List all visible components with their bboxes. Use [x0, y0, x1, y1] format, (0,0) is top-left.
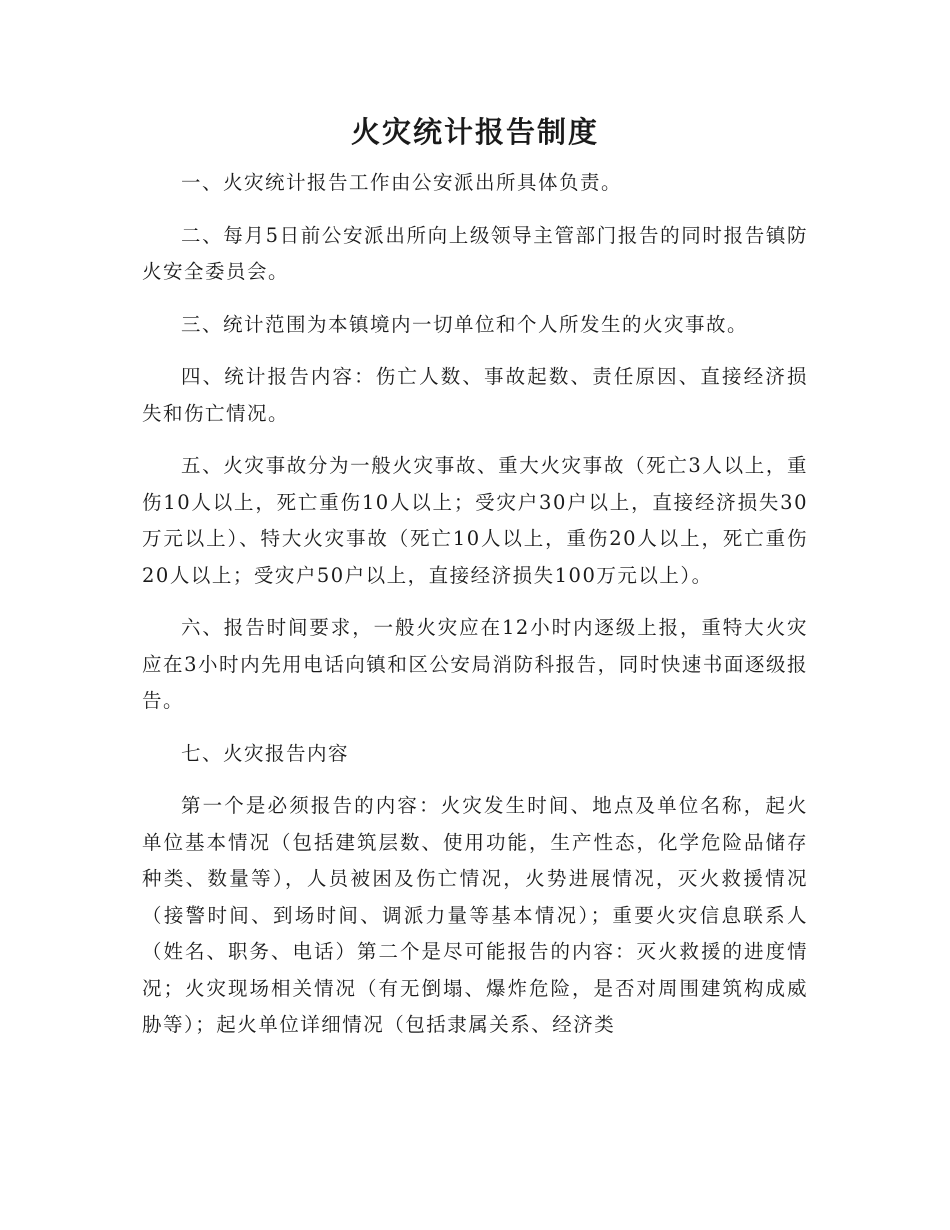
- paragraph-6: 六、报告时间要求，一般火灾应在12小时内逐级上报，重特大火灾应在3小时内先用电话向镇和区公安局消防科报告，同时快速书面逐级报告。: [142, 616, 808, 712]
- paragraph-7-heading: 七、火灾报告内容: [181, 741, 350, 765]
- document-body: [142, 165, 808, 1060]
- paragraph-3: 三、统计范围为本镇境内一切单位和个人所发生的火灾事故。: [181, 312, 749, 336]
- paragraph-2: 二、每月5日前公安派出所向上级领导主管部门报告的同时报告镇防火安全委员会。: [142, 223, 808, 283]
- document-title: 火灾统计报告制度: [350, 115, 599, 149]
- paragraph-8: 第一个是必须报告的内容：火灾发生时间、地点及单位名称，起火单位基本情况（包括建筑层数、使用功能，生产性态，化学危险品储存种类、数量等），人员被困及伤亡情况，火势进展情况，灭火救援情况（接警时间、到场时间、调派力量等基本情况）；重要火灾信息联系人（姓名、职务、电话）第二个是尽可能报告的内容：灭火救援的进度情况；火灾现场相关情况（有无倒塌、爆炸危险，是否对周围建筑构成威胁等）；起火单位详细情况（包括隶属关系、经济类: [142, 794, 808, 1036]
- paragraph-1: 一、火灾统计报告工作由公安派出所具体负责。: [181, 171, 623, 194]
- paragraph-5: 五、火灾事故分为一般火灾事故、重大火灾事故（死亡3人以上，重伤10人以上，死亡重伤10人以上；受灾户30户以上，直接经济损失30万元以上）、特大火灾事故（死亡10人以上，重伤20人以上，死亡重伤20人以上；受灾户50户以上，直接经济损失100万元以上）。: [142, 454, 808, 587]
- paragraph-4: 四、统计报告内容：伤亡人数、事故起数、责任原因、直接经济损失和伤亡情况。: [142, 365, 808, 425]
